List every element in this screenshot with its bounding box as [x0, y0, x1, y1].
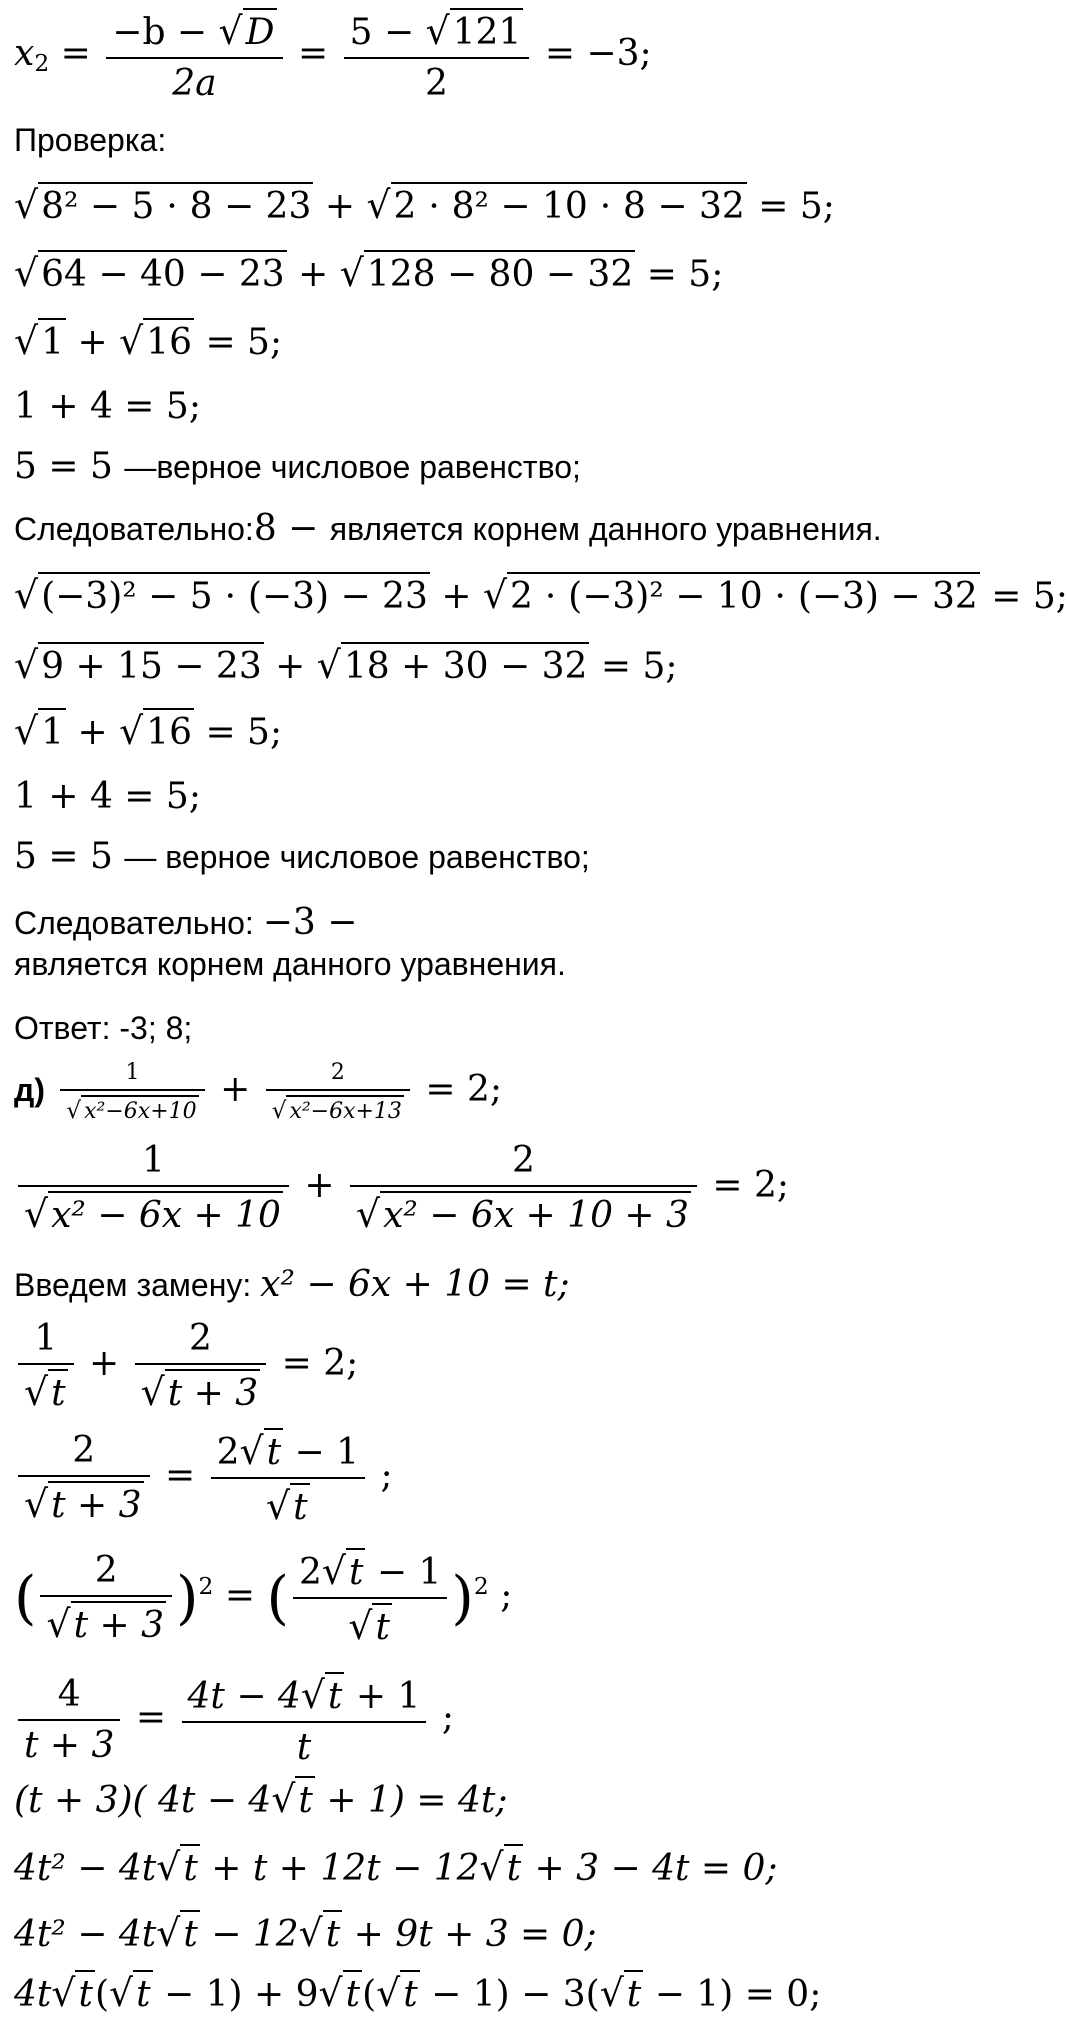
equation-7 [14, 1844, 778, 1889]
denominator [293, 1597, 447, 1648]
denominator [60, 1089, 204, 1124]
sqrt: √ x²−6x+10 [66, 1095, 198, 1124]
numerator [293, 1548, 447, 1597]
radicand: t [75, 1970, 94, 2015]
result: = −3; [544, 33, 652, 74]
result: = 5; [205, 322, 283, 363]
sqrt: √t [51, 1971, 93, 2015]
numerator: 4 [57, 1674, 81, 1715]
num-text: − 1 [365, 1552, 442, 1593]
result: ; [500, 1575, 513, 1616]
fraction [266, 1060, 410, 1124]
sqrt: √t [156, 1845, 198, 1889]
sqrt: √16 [119, 319, 192, 363]
numerator: 1 [125, 1060, 140, 1085]
fraction [18, 1430, 150, 1526]
expr-part: ( [362, 1974, 377, 2015]
radicand: x² − 6x + 10 [48, 1191, 283, 1236]
numerator: 2 [512, 1140, 535, 1181]
radicand: t [180, 1844, 199, 1889]
check-line-9: 1 + 4 = 5; [14, 776, 201, 817]
expr-part: − 1) = 0; [643, 1974, 822, 2015]
denominator: 2 [344, 57, 530, 104]
sqrt: √18 + 30 − 32 [316, 643, 588, 687]
conclusion-text: является корнем данного уравнения. [329, 511, 882, 547]
fraction [60, 1060, 204, 1124]
sqrt: √(−3)² − 5 ⋅ (−3) − 23 [14, 573, 428, 617]
equation-5 [14, 1672, 454, 1768]
radicand: 1 [38, 318, 66, 363]
sqrt: √1 [14, 319, 64, 363]
sqrt: √t [239, 1429, 282, 1473]
denominator [18, 1363, 74, 1414]
sqrt: √16 [119, 709, 192, 753]
sqrt: √2 ⋅ 8² − 10 ⋅ 8 − 32 [366, 183, 745, 227]
substitution [14, 1264, 570, 1305]
radicand: t [346, 1548, 365, 1593]
left-paren: ( [14, 1564, 37, 1632]
radicand: t [372, 1603, 391, 1648]
radicand: 128 − 80 − 32 [364, 250, 635, 295]
radicand: 16 [143, 318, 194, 363]
conclusion-text: является корнем данного уравнения. [14, 946, 566, 982]
plus: + [298, 254, 329, 295]
num-text: 5 − [349, 12, 426, 53]
exponent: 2 [473, 1572, 489, 1601]
sqrt: √t [156, 1911, 198, 1955]
root-value: −3 − [262, 902, 358, 943]
plus: + [220, 1069, 251, 1110]
radicand: t [323, 1910, 342, 1955]
radicand: t [343, 1970, 362, 2015]
result: = 5; [758, 186, 835, 227]
equals: = [224, 1575, 255, 1616]
radicand: 1 [38, 708, 66, 753]
radicand: 8² − 5 ⋅ 8 − 23 [38, 182, 313, 227]
sqrt: √x² − 6x + 10 + 3 [356, 1192, 689, 1236]
radicand: t [264, 1428, 283, 1473]
result: = 5; [600, 646, 678, 687]
fraction [344, 8, 530, 104]
equation-4 [14, 1548, 512, 1648]
conclusion-8 [14, 508, 882, 549]
equality: 5 = 5 [14, 446, 125, 487]
var-x: x [14, 33, 35, 74]
sqrt: √t + 3 [24, 1482, 142, 1526]
radicand: t + 3 [165, 1369, 260, 1414]
check-line-8 [14, 708, 282, 753]
right-paren: ) [176, 1564, 199, 1632]
sqrt: √64 − 40 − 23 [14, 251, 285, 295]
check-label: Проверка: [14, 122, 167, 158]
fraction [293, 1548, 447, 1648]
radicand: 2 ⋅ 8² − 10 ⋅ 8 − 32 [391, 182, 747, 227]
fraction [182, 1672, 427, 1768]
radicand: 121 [450, 8, 524, 53]
expr-part: + t + 12t − 12 [199, 1848, 480, 1889]
radicand: t [180, 1910, 199, 1955]
expr-part: + 3 − 4t = 0; [523, 1848, 778, 1889]
statement: — верное числовое равенство; [124, 839, 590, 875]
plus: + [89, 1343, 120, 1384]
root-x2-formula [14, 8, 652, 104]
sqrt: √t [479, 1845, 522, 1889]
radicand: x²−6x+10 [81, 1095, 199, 1124]
expr-part: (t + 3)( 4t − 4 [14, 1780, 272, 1821]
conclusion-label: Следовательно: [14, 511, 254, 547]
sqrt: √2 ⋅ (−3)² − 10 ⋅ (−3) − 32 [482, 573, 978, 617]
sqrt: √t [300, 1673, 343, 1717]
check-line-1 [14, 182, 835, 227]
radicand: x² − 6x + 10 + 3 [380, 1191, 691, 1236]
sqrt: √t [298, 1911, 341, 1955]
denominator [18, 1475, 150, 1526]
conclusion-minus3 [14, 902, 357, 943]
radicand: t [325, 1672, 344, 1717]
sqrt: √121 [425, 9, 522, 53]
radicand: t + 3 [71, 1601, 166, 1646]
equation-6 [14, 1776, 507, 1821]
equals: = [60, 33, 91, 74]
expr-part: ( [94, 1974, 109, 2015]
plus: + [304, 1165, 335, 1206]
check-line-2 [14, 250, 723, 295]
numerator: 1 [142, 1140, 165, 1181]
plus: + [324, 186, 355, 227]
sqrt: √t + 3 [140, 1370, 259, 1414]
result: ; [441, 1697, 454, 1738]
fraction [18, 1318, 74, 1414]
radicand: t [400, 1970, 419, 2015]
right-paren: ) [451, 1564, 474, 1632]
check-line-4: 1 + 4 = 5; [14, 386, 201, 427]
denominator: t + 3 [18, 1719, 120, 1766]
num-text: −b − [112, 12, 219, 53]
problem-d [14, 1060, 502, 1124]
expr-part: 4t² − 4t [14, 1914, 157, 1955]
plus: + [77, 322, 108, 363]
equation-3 [14, 1428, 393, 1528]
equality: 5 = 5 [14, 836, 125, 877]
check-line-5 [14, 446, 581, 487]
equals: = [164, 1455, 196, 1496]
equation-9 [14, 1970, 821, 2015]
answer: Ответ: -3; 8; [14, 1010, 193, 1046]
result: = 2; [281, 1343, 359, 1384]
expr-part: + 9t + 3 = 0; [342, 1914, 597, 1955]
numerator: 1 [34, 1318, 58, 1359]
check-line-3 [14, 318, 282, 363]
radicand: t [133, 1970, 152, 2015]
result: = 2; [425, 1069, 503, 1110]
equation-8 [14, 1910, 597, 1955]
sqrt: √t [266, 1484, 308, 1528]
fraction [135, 1318, 267, 1414]
radicand: t [624, 1970, 643, 2015]
radicand: t [48, 1369, 67, 1414]
numerator [182, 1672, 427, 1721]
radicand: x²−6x+13 [286, 1095, 404, 1124]
sqrt: √x² − 6x + 10 [24, 1192, 281, 1236]
sqrt: √1 [14, 709, 64, 753]
sqrt: √t + 3 [46, 1602, 164, 1646]
problem-label: д) [14, 1072, 45, 1108]
radicand: t [295, 1776, 314, 1821]
plus: + [441, 576, 472, 617]
sqrt: √t [271, 1777, 313, 1821]
left-paren: ( [266, 1564, 289, 1632]
numerator [211, 1428, 365, 1477]
fraction [350, 1140, 697, 1236]
num-text: − 1 [283, 1432, 360, 1473]
radicand: 2 ⋅ (−3)² − 10 ⋅ (−3) − 32 [507, 572, 980, 617]
sqrt: √t [599, 1971, 642, 2015]
plus: + [77, 712, 108, 753]
radicand: 64 − 40 − 23 [38, 250, 287, 295]
radicand: (−3)² − 5 ⋅ (−3) − 23 [38, 572, 430, 617]
expr-part: − 1) − 3( [419, 1974, 600, 2015]
check-line-7 [14, 642, 678, 687]
radicand: t + 3 [48, 1481, 143, 1526]
denominator [211, 1477, 365, 1528]
sqrt: √t [321, 1549, 364, 1593]
radicand: 16 [143, 708, 194, 753]
num-text: + 1 [344, 1676, 421, 1717]
sqrt: √D [218, 9, 275, 53]
fraction [211, 1428, 365, 1528]
equals: = [297, 33, 329, 74]
radicand: t [504, 1844, 523, 1889]
denominator [350, 1185, 697, 1236]
numerator [344, 8, 530, 57]
sqrt: √128 − 80 − 32 [339, 251, 634, 295]
result: = 2; [712, 1165, 790, 1206]
statement: —верное числовое равенство; [124, 449, 581, 485]
result: = 5; [991, 576, 1068, 617]
sqrt: √t [24, 1370, 66, 1414]
equation-2 [14, 1318, 358, 1414]
fraction [40, 1550, 172, 1646]
num-text: 2 [298, 1552, 322, 1593]
plus: + [275, 646, 306, 687]
expr-part: 4t² − 4t [14, 1848, 157, 1889]
denominator [18, 1185, 289, 1236]
sqrt: √t [108, 1971, 151, 2015]
radicand: D [243, 8, 277, 53]
denominator: t [182, 1721, 427, 1768]
result: = 5; [205, 712, 283, 753]
subscript: 2 [34, 48, 50, 77]
numerator [106, 8, 282, 57]
expr-part: + 1) = 4t; [314, 1780, 508, 1821]
equals: = [135, 1697, 167, 1738]
numerator: 2 [72, 1430, 96, 1471]
sqrt: √9 + 15 − 23 [14, 643, 262, 687]
denominator: 2a [106, 57, 282, 104]
sqrt: √t [348, 1604, 390, 1648]
fraction [106, 8, 282, 104]
fraction [18, 1140, 289, 1236]
result: = 5; [646, 254, 724, 295]
expr-part: 4t [14, 1974, 52, 2015]
sqrt: √t [376, 1971, 418, 2015]
numerator: 2 [330, 1060, 345, 1085]
num-text: 4t − 4 [187, 1676, 301, 1717]
numerator: 2 [188, 1318, 212, 1359]
radicand: 9 + 15 − 23 [38, 642, 264, 687]
check-line-10 [14, 836, 590, 877]
substitution-expr: x² − 6x + 10 = t; [260, 1264, 570, 1305]
denominator [135, 1363, 267, 1414]
root-value: 8 − [253, 508, 330, 549]
numerator: 2 [94, 1550, 118, 1591]
expr-part: − 1) + 9 [152, 1974, 319, 2015]
substitution-label: Введем замену: [14, 1267, 261, 1303]
fraction [18, 1674, 120, 1766]
equation-1 [14, 1140, 789, 1236]
check-line-6 [14, 572, 1068, 617]
radicand: t [290, 1483, 309, 1528]
sqrt: √ x²−6x+13 [272, 1095, 404, 1124]
num-text: 2 [216, 1432, 240, 1473]
radicand: 18 + 30 − 32 [341, 642, 590, 687]
result: ; [380, 1455, 393, 1496]
exponent: 2 [198, 1572, 214, 1601]
sqrt: √t [318, 1971, 361, 2015]
conclusion-label: Следовательно: [14, 905, 263, 941]
denominator [266, 1089, 410, 1124]
sqrt: √8² − 5 ⋅ 8 − 23 [14, 183, 312, 227]
denominator [40, 1595, 172, 1646]
expr-part: − 12 [199, 1914, 299, 1955]
